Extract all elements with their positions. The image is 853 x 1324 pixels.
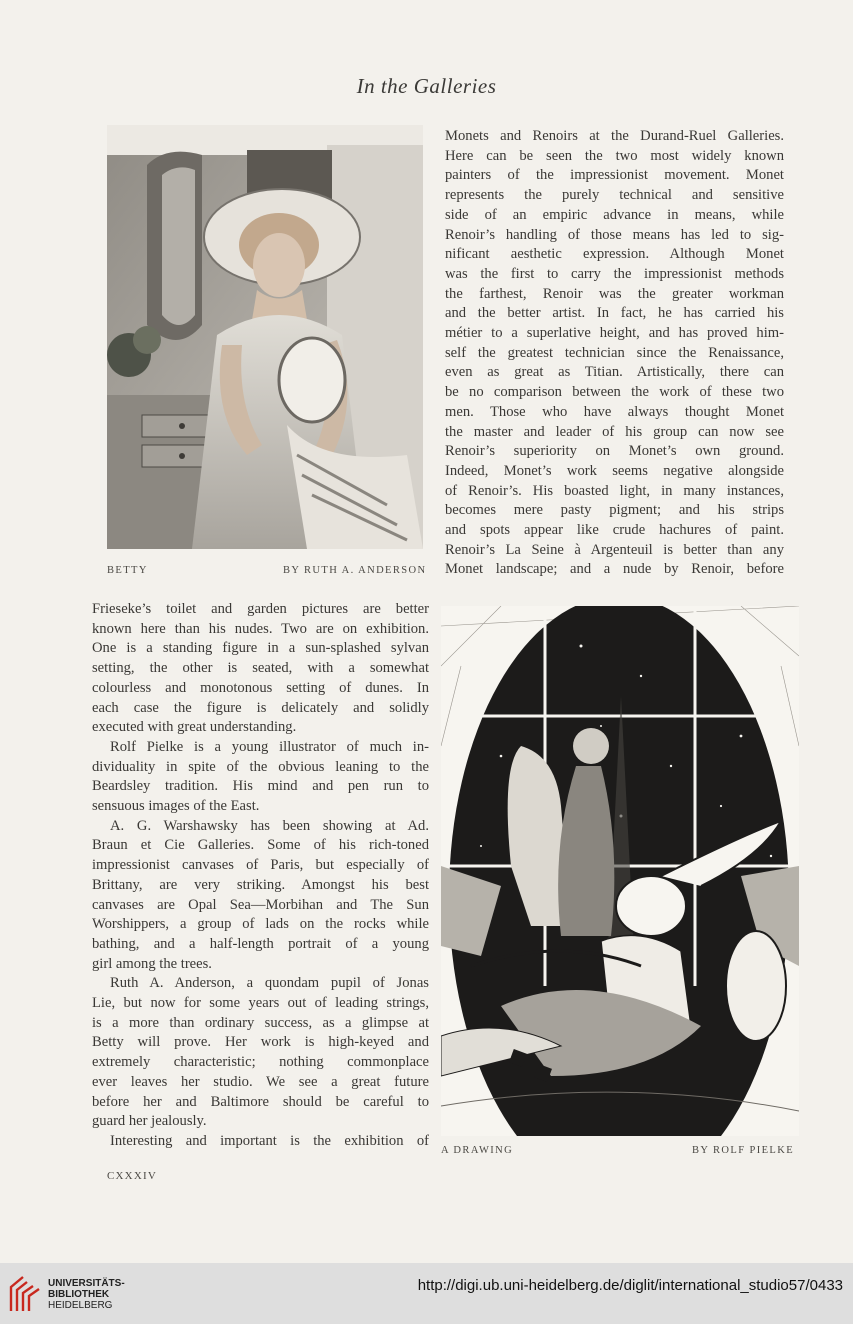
- text-line: guard her jealously.: [92, 1113, 207, 1130]
- text-line: the farthest, Renoir was the greater workman: [445, 285, 784, 302]
- text-line: before her and Baltimore should be careful to: [92, 1093, 429, 1110]
- library-logo-text: [48, 1278, 125, 1311]
- caption-drawing-title: A DRAWING: [441, 1145, 514, 1156]
- text-line: men. Those who have always thought Monet: [445, 403, 784, 420]
- text-line: ever leaves her studio. We see a great future: [92, 1073, 429, 1090]
- text-line: Ruth A. Anderson, a quondam pupil of Jonas: [110, 975, 429, 992]
- text-line: Betty will prove. Her work is high-keyed and: [92, 1034, 429, 1051]
- text-line: becomes mere pasty pigment; and his strips: [445, 502, 784, 519]
- text-line: of Renoir’s. His boasted light, in many instances,: [445, 482, 784, 499]
- text-line: Lie, but now for some years out of leading strings,: [92, 995, 429, 1012]
- text-line: girl among the trees.: [92, 955, 212, 972]
- text-line: impressionist canvases of Paris, but especially of: [92, 857, 429, 874]
- text-line: dividuality in spite of the obvious leaning to the: [92, 758, 429, 775]
- text-line: Monet landscape; and a nude by Renoir, before: [445, 561, 784, 578]
- text-line: A. G. Warshawsky has been showing at Ad.: [110, 817, 429, 834]
- text-line: and the better artist. In fact, he has carried his: [445, 305, 784, 322]
- text-line: Worshippers, a group of lads on the rocks while: [92, 916, 429, 933]
- left-column-text: [92, 600, 429, 1152]
- library-logo-icon: [9, 1275, 41, 1313]
- painting-betty: [107, 125, 423, 549]
- text-line: Braun et Cie Galleries. Some of his rich-toned: [92, 837, 429, 854]
- logo-line-1: UNIVERSITÄTS-: [48, 1278, 125, 1289]
- caption-drawing-artist: BY ROLF PIELKE: [692, 1145, 795, 1156]
- text-line: known here than his nudes. Two are on exhibition.: [92, 620, 429, 637]
- text-line: was the first to carry the impressionist methods: [445, 265, 784, 282]
- text-line: self the greatest technician since the Renaissance,: [445, 344, 784, 361]
- text-line: Frieseke’s toilet and garden pictures are better: [92, 601, 429, 617]
- footer-bar: [0, 1263, 853, 1324]
- text-line: Indeed, Monet’s work seems negative alongside: [445, 462, 784, 479]
- page-number: CXXXIV: [107, 1170, 157, 1182]
- right-column-text: [445, 127, 784, 580]
- text-line: painters of the impressionist movement. Monet: [445, 167, 784, 184]
- text-line: Renoir’s superiority on Monet’s own ground.: [445, 443, 784, 460]
- text-line: bathing, and a half-length portrait of a young: [92, 935, 429, 952]
- text-line: is a more than ordinary success, as a glimpse at: [92, 1014, 429, 1031]
- text-line: Rolf Pielke is a young illustrator of much in-: [110, 738, 429, 755]
- drawing-pielke: [441, 606, 799, 1136]
- text-line: Brittany, are very striking. Amongst his best: [92, 876, 429, 893]
- logo-line-2: BIBLIOTHEK: [48, 1289, 110, 1300]
- text-line: Monets and Renoirs at the Durand-Ruel Galleries.: [445, 128, 784, 144]
- text-line: colourless and monotonous setting of dunes. In: [92, 679, 429, 696]
- text-line: nificant aesthetic expression. Although Monet: [445, 246, 784, 263]
- page-title: In the Galleries: [356, 74, 497, 98]
- text-line: canvases are Opal Sea—Morbihan and The Sun: [92, 896, 429, 913]
- caption-betty-artist: BY RUTH A. ANDERSON: [283, 565, 427, 576]
- source-url-link[interactable]: http://digi.ub.uni-heidelberg.de/diglit/international_studio57/0433: [417, 1277, 843, 1294]
- text-line: executed with great understanding.: [92, 719, 297, 736]
- text-line: Interesting and important is the exhibition of: [110, 1132, 429, 1149]
- text-line: Renoir’s handling of those means has led to sig-: [445, 226, 784, 243]
- caption-betty-title: BETTY: [107, 565, 148, 576]
- text-line: the master and leader of his group can now see: [445, 423, 784, 440]
- text-line: One is a standing figure in a sun-splashed sylvan: [92, 640, 429, 657]
- text-line: represents the purely technical and sensitive: [445, 187, 784, 204]
- text-line: Renoir’s La Seine à Argenteuil is better than any: [445, 541, 784, 558]
- text-line: be no comparison between the work of these two: [445, 384, 784, 401]
- text-line: Here can be seen the two most widely known: [445, 147, 784, 164]
- text-line: sensuous images of the East.: [92, 798, 260, 815]
- text-line: each case the figure is delicately and solidly: [92, 699, 429, 716]
- text-line: even as great as Titian. Artistically, there can: [445, 364, 784, 381]
- logo-line-3: HEIDELBERG: [48, 1300, 113, 1311]
- text-line: setting, the other is seated, with a somewhat: [92, 660, 429, 677]
- text-line: métier to a superlative height, and has proved him-: [445, 325, 784, 342]
- text-line: Beardsley tradition. His mind and pen run to: [92, 778, 429, 795]
- text-line: and spots appear like crude hachures of paint.: [445, 522, 784, 539]
- text-line: side of an empiric advance in means, while: [445, 206, 784, 223]
- text-line: extremely characteristic; nothing commonplace: [92, 1054, 429, 1071]
